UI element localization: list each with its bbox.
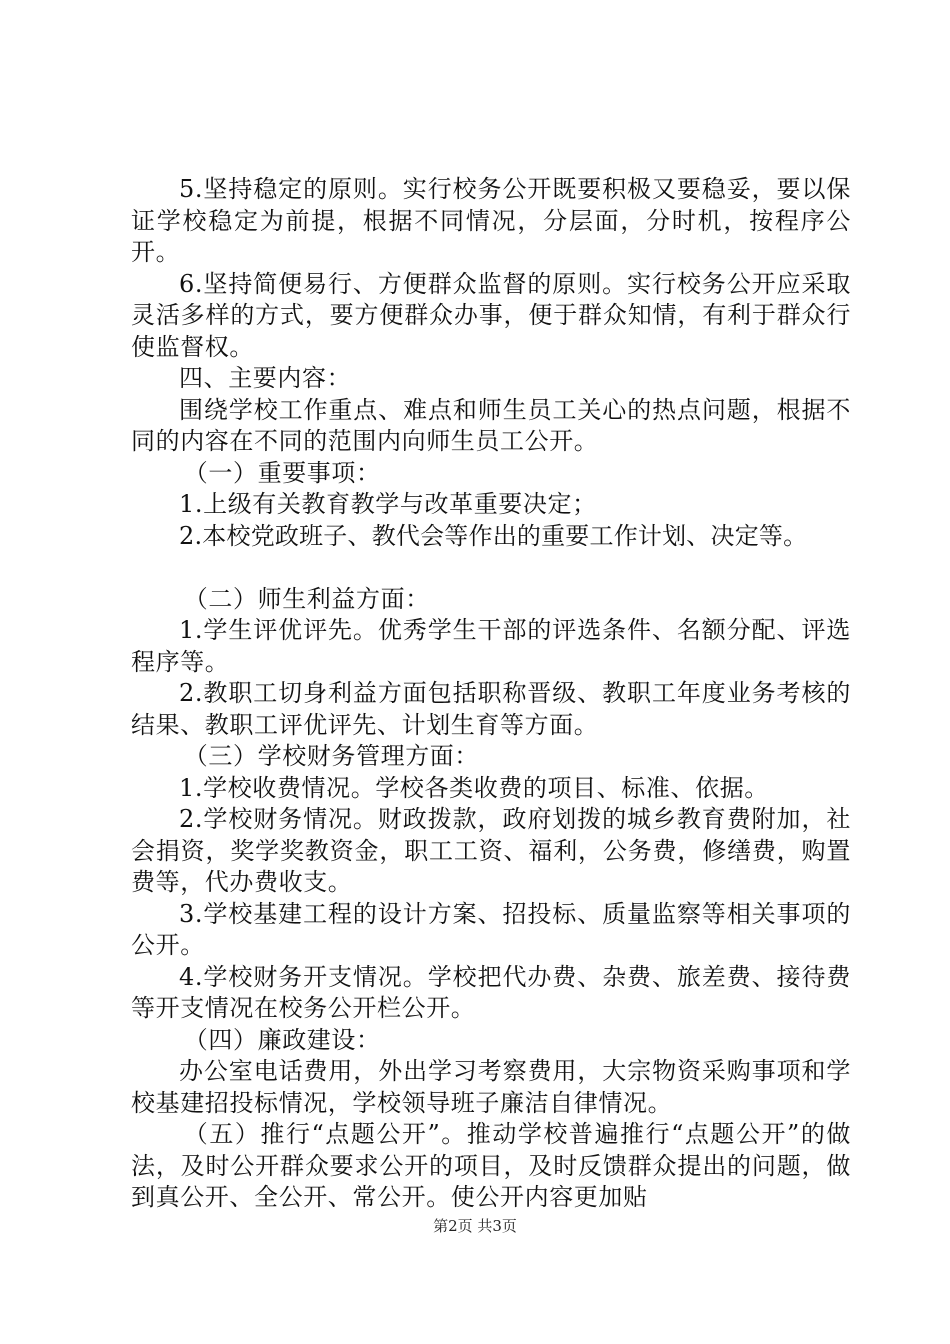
list-item-finance-4: 4.学校财务开支情况。学校把代办费、杂费、旅差费、接待费等开支情况在校务公开栏公开。 bbox=[131, 962, 851, 1022]
paragraph-integrity: 办公室电话费用，外出学习考察费用，大宗物资采购事项和学校基建招投标情况，学校领导班子廉洁自律情况。 bbox=[131, 1057, 851, 1117]
sub-heading-integrity: （四）廉政建设： bbox=[183, 1025, 381, 1054]
list-item-important-2: 2.本校党政班子、教代会等作出的重要工作计划、决定等。 bbox=[179, 521, 808, 550]
sub-heading-important-matters: （一）重要事项： bbox=[183, 458, 381, 487]
sub-heading-interests: （二）师生利益方面： bbox=[183, 584, 430, 613]
sub-heading-finance: （三）学校财务管理方面： bbox=[183, 742, 479, 770]
list-item-finance-1: 1.学校收费情况。学校各类收费的项目、标准、依据。 bbox=[179, 773, 769, 802]
list-item-important-1: 1.上级有关教育教学与改革重要决定； bbox=[179, 490, 597, 518]
paragraph-gap bbox=[131, 552, 851, 584]
list-item-finance-2: 2.学校财务情况。财政拨款，政府划拨的城乡教育费附加，社会捐资，奖学奖教资金，职工工资、福利，公务费，修缮费，购置费等，代办费收支。 bbox=[131, 805, 851, 896]
paragraph-main-content-intro: 围绕学校工作重点、难点和师生员工关心的热点问题，根据不同的内容在不同的范围内向师生员工公开。 bbox=[131, 395, 851, 455]
paragraph-principle-stability: 5.坚持稳定的原则。实行校务公开既要积极又要稳妥，要以保证学校稳定为前提，根据不同情况，分层面，分时机，按程序公开。 bbox=[131, 175, 851, 266]
list-item-interests-1: 1.学生评优评先。优秀学生干部的评选条件、名额分配、评选程序等。 bbox=[131, 616, 851, 676]
list-item-finance-3: 3.学校基建工程的设计方案、招投标、质量监察等相关事项的公开。 bbox=[131, 899, 851, 959]
list-item-interests-2: 2.教职工切身利益方面包括职称晋级、教职工年度业务考核的结果、教职工评优评先、计划生育等方面。 bbox=[131, 679, 851, 739]
page-number-footer: 第2页 共3页 bbox=[433, 1217, 517, 1235]
document-body bbox=[131, 174, 851, 1214]
paragraph-principle-simplicity: 6.坚持简便易行、方便群众监督的原则。实行校务公开应采取灵活多样的方式，要方便群众办事，便于群众知情，有利于群众行使监督权。 bbox=[131, 269, 851, 361]
paragraph-topic-disclosure: （五）推行“点题公开”。推动学校普遍推行“点题公开”的做法，及时公开群众要求公开的项目，及时反馈群众提出的问题，做到真公开、全公开、常公开。使公开内容更加贴 bbox=[131, 1120, 851, 1211]
section-heading-main-content: 四、主要内容： bbox=[179, 364, 352, 392]
